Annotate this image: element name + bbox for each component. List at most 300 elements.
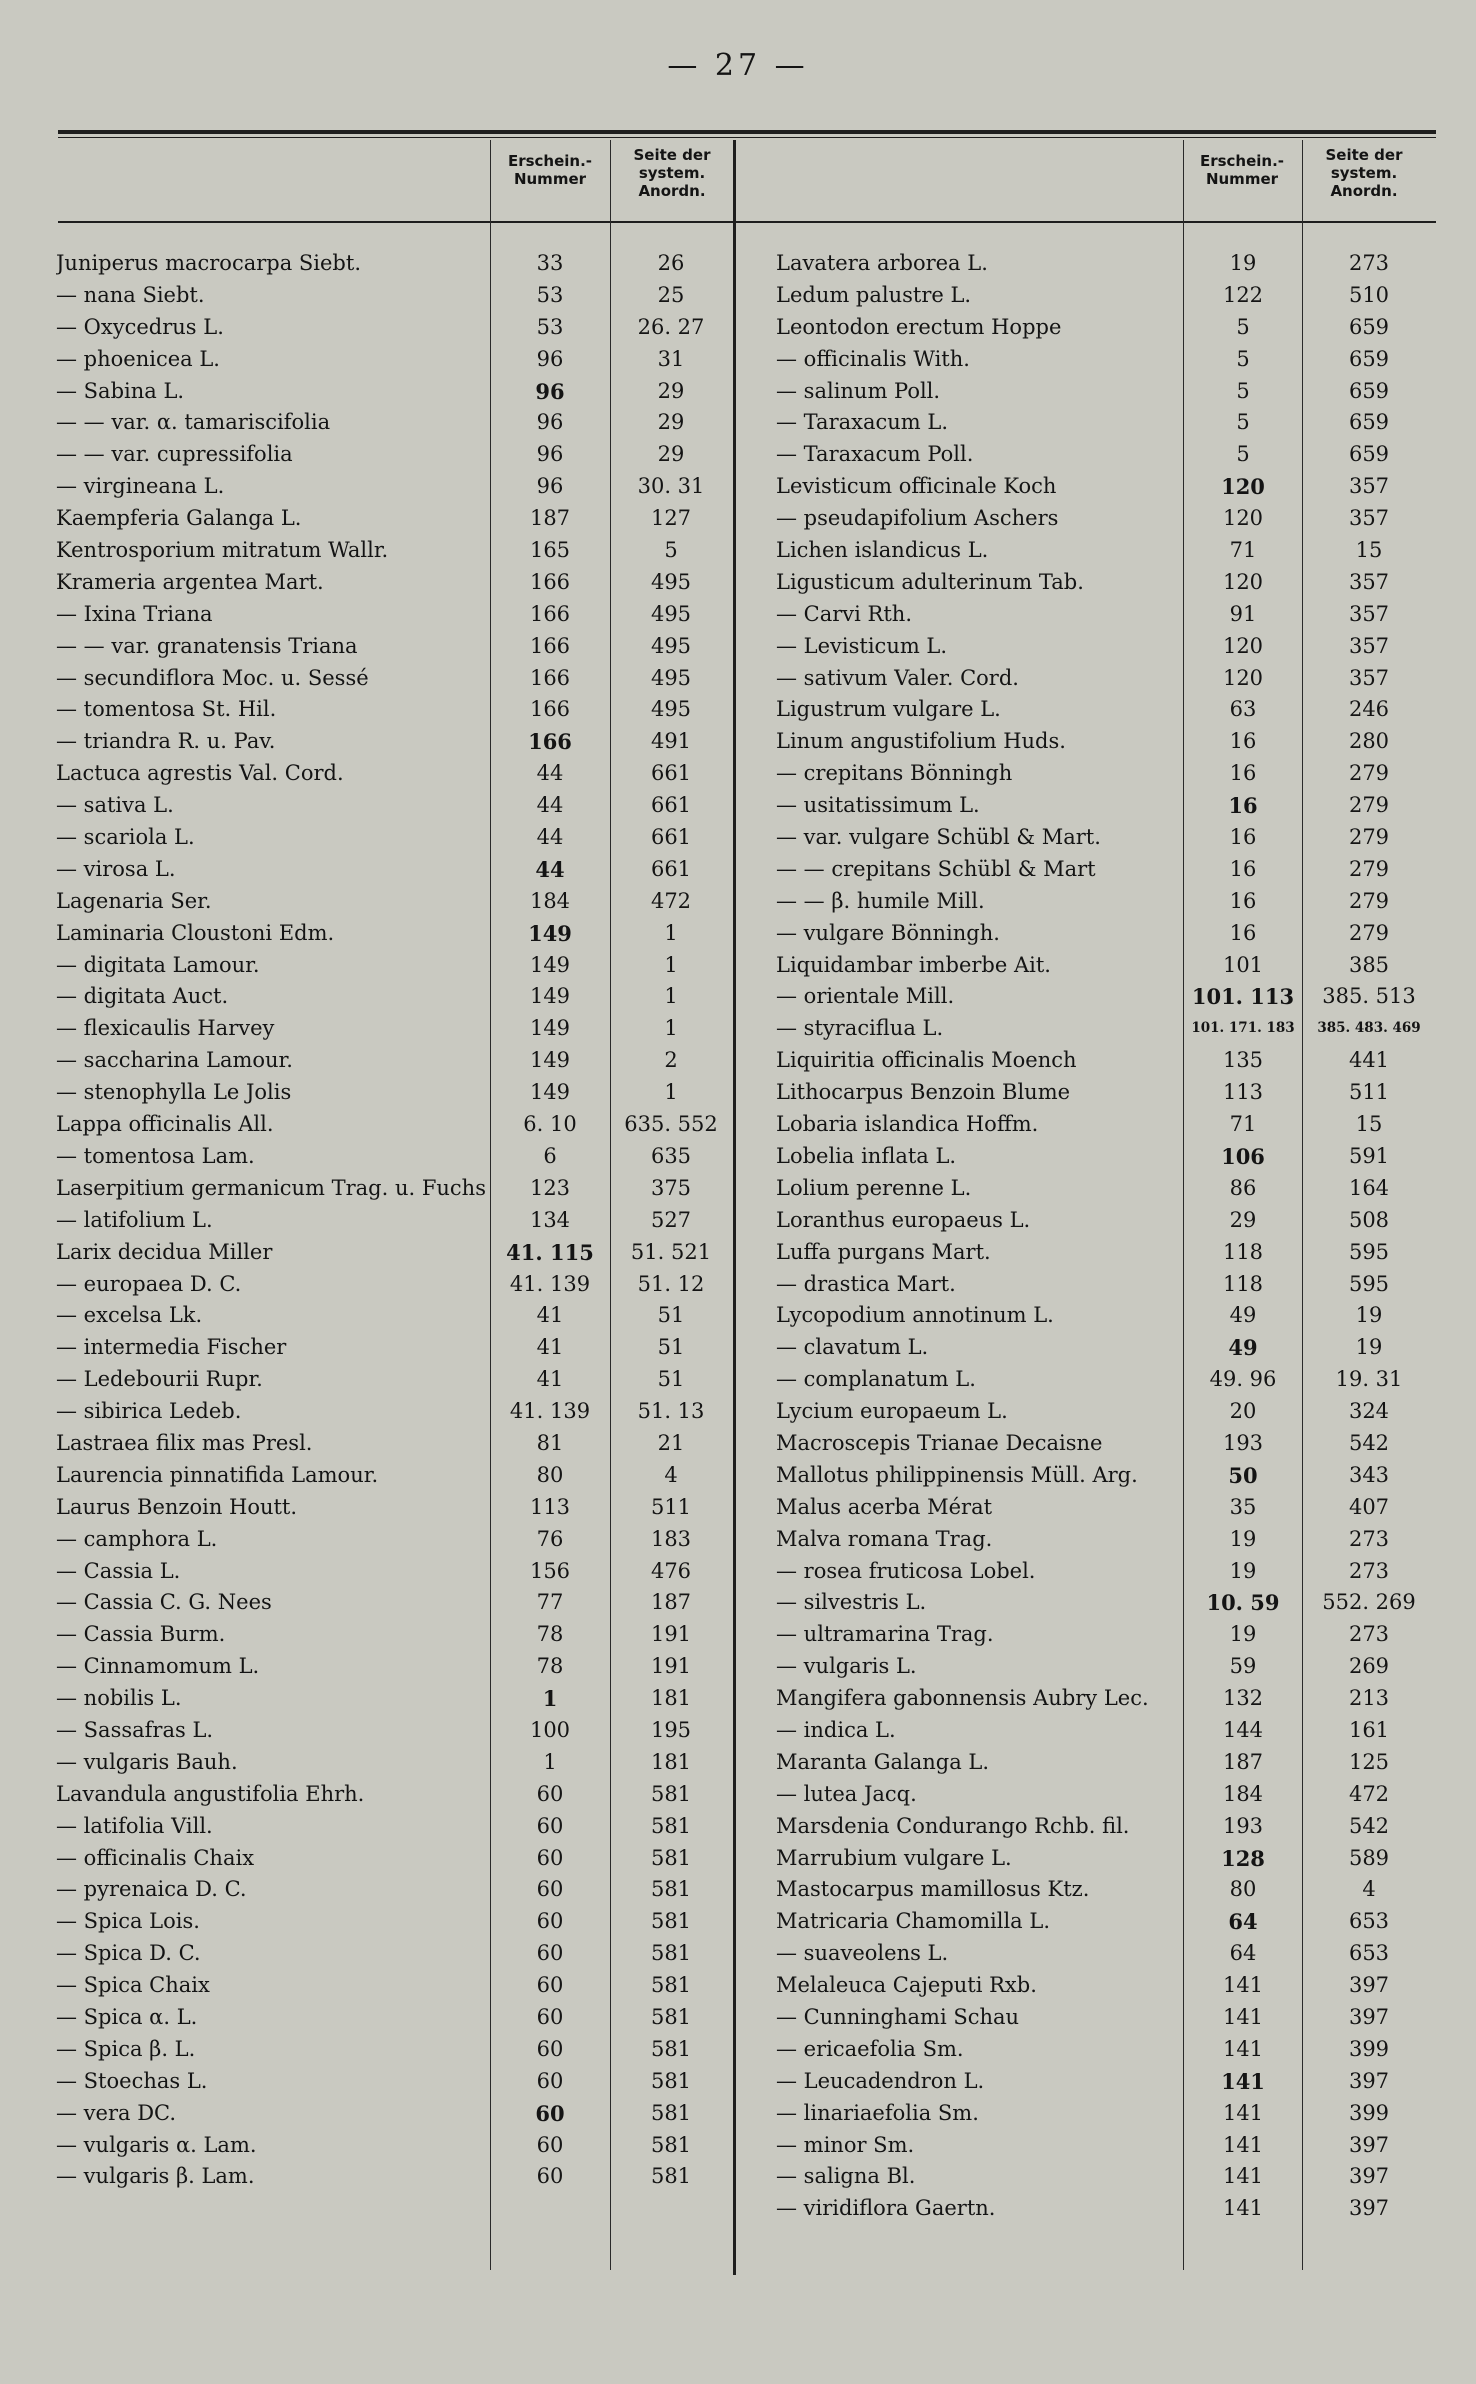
index-row <box>776 1013 1436 1045</box>
species-name: — Sabina L. <box>56 378 185 403</box>
index-row <box>56 599 736 631</box>
index-row <box>776 1364 1436 1396</box>
species-name: — Spica Lois. <box>56 1909 200 1934</box>
page-reference: 279 <box>1348 888 1390 913</box>
species-name: — digitata Auct. <box>56 984 229 1009</box>
species-name: Ligusticum adulterinum Tab. <box>776 569 1084 594</box>
erschein-number: 60 <box>536 2004 564 2029</box>
erschein-number: 77 <box>536 1590 564 1615</box>
page-reference: 279 <box>1348 793 1390 818</box>
erschein-number: 78 <box>536 1654 564 1679</box>
species-name: — vulgaris β. Lam. <box>56 2164 255 2189</box>
species-name: Lagenaria Ser. <box>56 888 212 913</box>
page-reference: 397 <box>1348 1973 1390 1998</box>
page-reference: 357 <box>1348 474 1390 499</box>
page-reference: 495 <box>650 697 692 722</box>
index-row <box>56 1715 736 1747</box>
page-reference: 591 <box>1348 1143 1390 1168</box>
erschein-number: 141 <box>1222 1973 1264 1998</box>
species-name: — clavatum L. <box>776 1335 929 1360</box>
erschein-number: 41. 139 <box>509 1399 591 1424</box>
page-reference: 407 <box>1348 1494 1390 1519</box>
erschein-number: 63 <box>1229 697 1257 722</box>
page-reference: 542 <box>1348 1430 1390 1455</box>
index-row <box>56 1237 736 1269</box>
page-reference: 495 <box>650 601 692 626</box>
species-name: Matricaria Chamomilla L. <box>776 1909 1050 1934</box>
index-row <box>56 1460 736 1492</box>
page-reference: 15 <box>1355 1112 1383 1137</box>
page-reference: 399 <box>1348 2036 1390 2061</box>
index-row <box>56 1811 736 1843</box>
erschein-number: 141 <box>1222 2132 1264 2157</box>
species-name: — viridiflora Gaertn. <box>776 2196 996 2221</box>
page-reference: 51. 521 <box>630 1239 712 1264</box>
index-row <box>56 854 736 886</box>
species-name: — Taraxacum L. <box>776 410 948 435</box>
index-row <box>776 1492 1436 1524</box>
index-row <box>776 854 1436 886</box>
erschein-number: 120 <box>1222 569 1264 594</box>
index-row <box>776 1460 1436 1492</box>
erschein-header-line: Erschein.- <box>507 152 593 170</box>
species-name: — Cassia L. <box>56 1558 181 1583</box>
page-reference: 661 <box>650 793 692 818</box>
page-reference: 29 <box>657 378 685 403</box>
erschein-number: 60 <box>536 1973 564 1998</box>
index-row <box>776 1109 1436 1141</box>
species-name: — vulgaris L. <box>776 1654 917 1679</box>
erschein-number: 78 <box>536 1622 564 1647</box>
erschein-header-line: Erschein.- <box>1199 152 1285 170</box>
species-name: Ledum palustre L. <box>776 282 972 307</box>
index-row <box>776 726 1436 758</box>
species-name: Loranthus europaeus L. <box>776 1207 1031 1232</box>
erschein-number: 49 <box>1229 1303 1257 1328</box>
erschein-number: 144 <box>1222 1717 1264 1742</box>
species-name: Lastraea filix mas Presl. <box>56 1430 313 1455</box>
species-name: — linariaefolia Sm. <box>776 2100 979 2125</box>
page-reference: 4 <box>1362 1877 1376 1902</box>
species-name: — camphora L. <box>56 1526 218 1551</box>
erschein-number: 5 <box>1236 346 1250 371</box>
page-reference: 397 <box>1348 2196 1390 2221</box>
erschein-number: 120 <box>1221 474 1265 500</box>
species-name: — Cassia C. G. Nees <box>56 1590 272 1615</box>
index-row <box>776 1843 1436 1875</box>
index-row <box>56 503 736 535</box>
erschein-number: 96 <box>536 474 564 499</box>
page-reference: 15 <box>1355 538 1383 563</box>
erschein-number: 60 <box>536 1845 564 1870</box>
page-reference: 213 <box>1348 1686 1390 1711</box>
species-name: — officinalis With. <box>776 346 970 371</box>
species-name: — sibirica Ledeb. <box>56 1399 242 1424</box>
species-name: — complanatum L. <box>776 1367 976 1392</box>
erschein-number: 60 <box>536 1941 564 1966</box>
index-row <box>56 790 736 822</box>
page-reference: 375 <box>650 1175 692 1200</box>
species-name: Mangifera gabonnensis Aubry Lec. <box>776 1686 1149 1711</box>
index-row <box>776 1970 1436 2002</box>
index-row <box>56 248 736 280</box>
species-name: Mallotus philippinensis Müll. Arg. <box>776 1462 1138 1487</box>
page-reference: 164 <box>1348 1175 1390 1200</box>
species-name: Lappa officinalis All. <box>56 1112 274 1137</box>
header-rule <box>58 221 1436 223</box>
species-name: — — var. cupressifolia <box>56 442 293 467</box>
index-row <box>56 1683 736 1715</box>
index-row <box>776 503 1436 535</box>
page-reference: 1 <box>664 1080 678 1105</box>
index-row <box>776 599 1436 631</box>
page-reference: 195 <box>650 1717 692 1742</box>
page-reference: 476 <box>650 1558 692 1583</box>
species-name: — rosea fruticosa Lobel. <box>776 1558 1036 1583</box>
index-row <box>776 2066 1436 2098</box>
page-reference: 1 <box>664 952 678 977</box>
species-name: — suaveolens L. <box>776 1941 949 1966</box>
page-reference: 5 <box>664 538 678 563</box>
species-name: Mastocarpus mamillosus Ktz. <box>776 1877 1090 1902</box>
page-reference: 659 <box>1348 314 1390 339</box>
page-reference: 51. 13 <box>637 1399 705 1424</box>
erschein-number: 10. 59 <box>1206 1590 1280 1616</box>
index-row <box>776 1874 1436 1906</box>
index-row <box>776 1938 1436 1970</box>
erschein-header-line: Nummer <box>513 170 587 188</box>
index-row <box>776 2130 1436 2162</box>
erschein-number: 165 <box>529 538 571 563</box>
erschein-number: 141 <box>1221 2068 1265 2094</box>
erschein-number: 44 <box>536 825 564 850</box>
erschein-number: 193 <box>1222 1813 1264 1838</box>
erschein-number: 41. 139 <box>509 1271 591 1296</box>
erschein-number: 71 <box>1229 538 1257 563</box>
erschein-header-line: Nummer <box>1205 170 1279 188</box>
page-reference: 127 <box>650 506 692 531</box>
erschein-number: 166 <box>529 601 571 626</box>
page-reference: 161 <box>1348 1717 1390 1742</box>
page-reference: 472 <box>650 888 692 913</box>
species-name: — salinum Poll. <box>776 378 941 403</box>
index-row <box>56 1779 736 1811</box>
index-row <box>56 631 736 663</box>
erschein-number: 29 <box>1229 1207 1257 1232</box>
index-row <box>56 1970 736 2002</box>
index-row <box>776 1811 1436 1843</box>
erschein-number: 149 <box>528 920 572 946</box>
seite-header-left <box>612 146 732 200</box>
erschein-number: 33 <box>536 251 564 275</box>
species-name: Ligustrum vulgare L. <box>776 697 1001 722</box>
erschein-number: 96 <box>536 442 564 467</box>
species-name: Larix decidua Miller <box>56 1239 273 1264</box>
species-name: Lichen islandicus L. <box>776 538 989 563</box>
species-name: — Cassia Burm. <box>56 1622 226 1647</box>
index-row <box>776 2034 1436 2066</box>
page-reference: 581 <box>650 1941 692 1966</box>
index-row <box>56 1269 736 1301</box>
index-row <box>776 535 1436 567</box>
page-reference: 661 <box>650 856 692 881</box>
page-reference: 26 <box>657 251 685 275</box>
page-reference: 279 <box>1348 825 1390 850</box>
species-name: — Taraxacum Poll. <box>776 442 974 467</box>
species-name: — sativa L. <box>56 793 174 818</box>
erschein-number: 141 <box>1222 2004 1264 2029</box>
erschein-number: 118 <box>1222 1239 1264 1264</box>
erschein-number: 166 <box>529 569 571 594</box>
erschein-number: 149 <box>529 1080 571 1105</box>
page-number: — 27 — <box>667 48 809 83</box>
index-row <box>56 822 736 854</box>
species-name: — triandra R. u. Pav. <box>56 729 276 754</box>
erschein-number: 100 <box>529 1717 571 1742</box>
page-reference: 661 <box>650 761 692 786</box>
species-name: — usitatissimum L. <box>776 793 980 818</box>
index-row <box>776 1045 1436 1077</box>
index-row <box>776 2193 1436 2225</box>
page-reference: 29 <box>657 410 685 435</box>
erschein-number: 184 <box>1222 1781 1264 1806</box>
page-reference: 191 <box>650 1622 692 1647</box>
index-row <box>56 535 736 567</box>
index-row <box>776 981 1436 1013</box>
page-reference: 26. 27 <box>637 314 705 339</box>
page-reference: 511 <box>650 1494 692 1519</box>
erschein-number: 128 <box>1221 1845 1265 1871</box>
page-reference: 51 <box>657 1335 685 1360</box>
erschein-number: 16 <box>1228 793 1258 819</box>
index-row <box>56 1938 736 1970</box>
species-name: Laminaria Cloustoni Edm. <box>56 920 335 945</box>
page-reference: 635 <box>650 1143 692 1168</box>
seite-header-line: Seite der <box>633 146 711 164</box>
species-name: — saccharina Lamour. <box>56 1048 293 1073</box>
erschein-number: 120 <box>1222 633 1264 658</box>
species-name: Malus acerba Mérat <box>776 1494 993 1519</box>
erschein-number: 76 <box>536 1526 564 1551</box>
erschein-number: 59 <box>1229 1654 1257 1679</box>
erschein-number: 16 <box>1229 920 1257 945</box>
page-reference: 552. 269 <box>1322 1590 1416 1615</box>
page-reference: 19. 31 <box>1335 1367 1403 1392</box>
erschein-number: 81 <box>536 1430 564 1455</box>
species-name: Marrubium vulgare L. <box>776 1845 1012 1870</box>
species-name: — tomentosa St. Hil. <box>56 697 277 722</box>
species-name: — Sassafras L. <box>56 1717 214 1742</box>
index-row <box>776 918 1436 950</box>
page-reference: 581 <box>650 1973 692 1998</box>
erschein-number: 1 <box>542 1686 558 1712</box>
index-row <box>56 981 736 1013</box>
index-row <box>56 1906 736 1938</box>
erschein-header-right <box>1180 152 1304 188</box>
index-row <box>56 439 736 471</box>
erschein-number: 71 <box>1229 1112 1257 1137</box>
erschein-number: 118 <box>1222 1271 1264 1296</box>
index-row <box>56 694 736 726</box>
erschein-number: 120 <box>1222 665 1264 690</box>
species-name: — Levisticum L. <box>776 633 948 658</box>
index-row <box>776 2002 1436 2034</box>
erschein-number: 16 <box>1229 888 1257 913</box>
species-name: — intermedia Fischer <box>56 1335 287 1360</box>
index-row <box>776 1747 1436 1779</box>
erschein-number: 19 <box>1229 1526 1257 1551</box>
page-reference: 581 <box>650 1813 692 1838</box>
index-row <box>56 758 736 790</box>
erschein-number: 149 <box>529 952 571 977</box>
species-name: — pseudapifolium Aschers <box>776 506 1059 531</box>
species-name: — styraciflua L. <box>776 1016 944 1041</box>
erschein-number: 49. 96 <box>1209 1367 1277 1392</box>
erschein-number: 49 <box>1228 1335 1258 1361</box>
erschein-number: 20 <box>1229 1399 1257 1424</box>
index-row <box>56 344 736 376</box>
page-reference: 508 <box>1348 1207 1390 1232</box>
page-reference: 357 <box>1348 601 1390 626</box>
index-row <box>56 726 736 758</box>
erschein-number: 187 <box>1222 1749 1264 1774</box>
erschein-number: 134 <box>529 1207 571 1232</box>
page-reference: 441 <box>1348 1048 1390 1073</box>
species-name: — nana Siebt. <box>56 282 205 307</box>
species-name: — vulgare Bönningh. <box>776 920 1000 945</box>
index-row <box>56 2034 736 2066</box>
index-row <box>776 1587 1436 1619</box>
index-row <box>776 1205 1436 1237</box>
erschein-number: 16 <box>1229 856 1257 881</box>
page-reference: 581 <box>650 1909 692 1934</box>
erschein-number: 96 <box>536 410 564 435</box>
erschein-number: 44 <box>535 856 565 882</box>
index-row <box>56 1843 736 1875</box>
erschein-number: 19 <box>1229 1622 1257 1647</box>
erschein-number: 193 <box>1222 1430 1264 1455</box>
species-name: — Cunninghami Schau <box>776 2004 1020 2029</box>
page-reference: 357 <box>1348 506 1390 531</box>
index-row <box>776 344 1436 376</box>
erschein-number: 5 <box>1236 314 1250 339</box>
species-name: — var. vulgare Schübl & Mart. <box>776 825 1101 850</box>
erschein-number: 80 <box>1229 1877 1257 1902</box>
page-reference: 653 <box>1348 1941 1390 1966</box>
species-name: — flexicaulis Harvey <box>56 1016 275 1041</box>
left-index-table <box>56 248 736 2193</box>
page-reference: 273 <box>1348 1526 1390 1551</box>
erschein-number: 53 <box>536 282 564 307</box>
page-reference: 1 <box>664 920 678 945</box>
erschein-number: 184 <box>529 888 571 913</box>
page-reference: 19 <box>1355 1335 1383 1360</box>
species-name: Liquidambar imberbe Ait. <box>776 952 1051 977</box>
page-reference: 653 <box>1348 1909 1390 1934</box>
page-reference: 125 <box>1348 1749 1390 1774</box>
index-row <box>776 1237 1436 1269</box>
index-row <box>776 1141 1436 1173</box>
species-name: — silvestris L. <box>776 1590 927 1615</box>
species-name: Lavandula angustifolia Ehrh. <box>56 1781 365 1806</box>
page-reference: 51 <box>657 1303 685 1328</box>
page-reference: 269 <box>1348 1654 1390 1679</box>
page-reference: 187 <box>650 1590 692 1615</box>
species-name: Krameria argentea Mart. <box>56 569 324 594</box>
erschein-number: 53 <box>536 314 564 339</box>
erschein-number: 44 <box>536 761 564 786</box>
page-reference: 4 <box>664 1462 678 1487</box>
erschein-number: 123 <box>529 1175 571 1200</box>
page-reference: 595 <box>1348 1239 1390 1264</box>
species-name: Levisticum officinale Koch <box>776 474 1057 499</box>
species-name: Marsdenia Condurango Rchb. fil. <box>776 1813 1130 1838</box>
index-row <box>776 886 1436 918</box>
page-reference: 51 <box>657 1367 685 1392</box>
species-name: — ericaefolia Sm. <box>776 2036 964 2061</box>
erschein-number: 101. 171. 183 <box>1191 1020 1295 1037</box>
species-name: Laurus Benzoin Houtt. <box>56 1494 298 1519</box>
index-row <box>56 918 736 950</box>
index-row <box>56 1173 736 1205</box>
page-reference: 495 <box>650 665 692 690</box>
page-reference: 581 <box>650 2100 692 2125</box>
page-reference: 19 <box>1355 1303 1383 1328</box>
index-row <box>56 2098 736 2130</box>
page-reference: 581 <box>650 2164 692 2189</box>
page-reference: 595 <box>1348 1271 1390 1296</box>
index-row <box>56 2130 736 2162</box>
erschein-header-left <box>488 152 612 188</box>
erschein-number: 60 <box>536 2068 564 2093</box>
species-name: — excelsa Lk. <box>56 1303 203 1328</box>
erschein-number: 101 <box>1222 952 1264 977</box>
erschein-number: 16 <box>1229 825 1257 850</box>
species-name: — europaea D. C. <box>56 1271 242 1296</box>
erschein-number: 41 <box>536 1303 564 1328</box>
erschein-number: 91 <box>1229 601 1257 626</box>
species-name: — secundiflora Moc. u. Sessé <box>56 665 369 690</box>
index-row <box>776 471 1436 503</box>
page-reference: 510 <box>1348 282 1390 307</box>
erschein-number: 122 <box>1222 282 1264 307</box>
page-reference: 385. 513 <box>1322 984 1416 1009</box>
page-reference: 659 <box>1348 410 1390 435</box>
species-name: — Ixina Triana <box>56 601 213 626</box>
seite-header-line: Anordn. <box>1330 182 1398 200</box>
erschein-number: 60 <box>536 2036 564 2061</box>
index-row <box>56 1874 736 1906</box>
page-reference: 2 <box>664 1048 678 1073</box>
seite-header-line: system. <box>638 164 706 182</box>
page-reference: 581 <box>650 2068 692 2093</box>
page-reference: 183 <box>650 1526 692 1551</box>
erschein-number: 106 <box>1221 1143 1265 1169</box>
seite-header-line: Seite der <box>1325 146 1403 164</box>
page-reference: 511 <box>1348 1080 1390 1105</box>
species-name: — officinalis Chaix <box>56 1845 255 1870</box>
species-name: — tomentosa Lam. <box>56 1143 255 1168</box>
page-reference: 397 <box>1348 2164 1390 2189</box>
page-reference: 659 <box>1348 346 1390 371</box>
index-row <box>776 439 1436 471</box>
erschein-number: 149 <box>529 984 571 1009</box>
index-row <box>56 2161 736 2193</box>
page-reference: 181 <box>650 1749 692 1774</box>
erschein-number: 166 <box>529 633 571 658</box>
page-reference: 324 <box>1348 1399 1390 1424</box>
species-name: — crepitans Bönningh <box>776 761 1013 786</box>
